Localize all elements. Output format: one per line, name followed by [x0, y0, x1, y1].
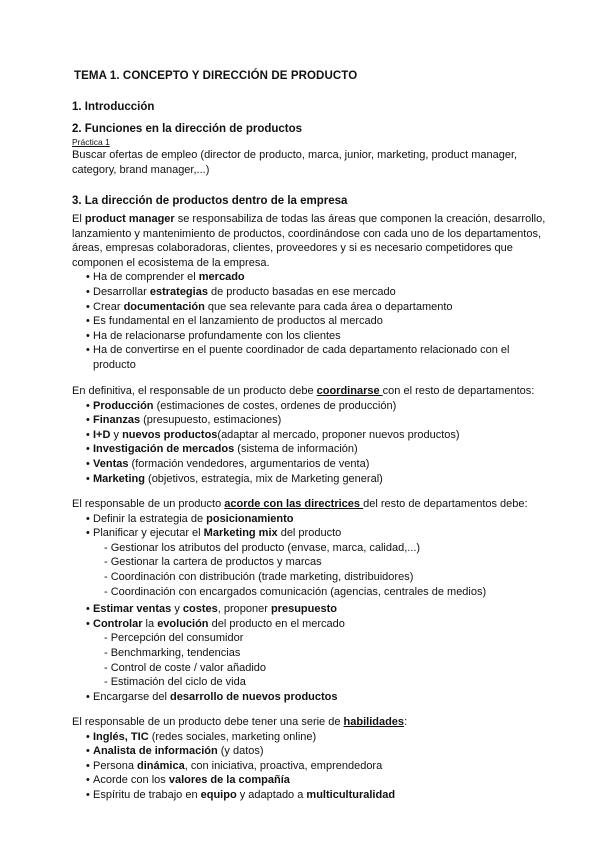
item-bold: estrategias [149, 285, 208, 298]
item-text: del producto [277, 527, 342, 540]
list-item [72, 270, 552, 285]
para-text: con el resto de departamentos: [382, 385, 535, 397]
item-bold: Ventas [93, 457, 129, 470]
practice-label: Práctica 1 [72, 137, 110, 147]
list-item [72, 442, 552, 457]
directives-block [72, 497, 552, 704]
list-item [72, 457, 552, 472]
directives-paragraph [72, 497, 552, 512]
item-text: (presupuesto, estimaciones) [140, 414, 282, 427]
item-text: la [142, 617, 158, 630]
item-text: (y datos) [217, 745, 264, 758]
item-text: Encargarse del [93, 690, 171, 703]
skills-list [72, 730, 552, 803]
item-bold: , [124, 730, 131, 743]
item-bold: dinámica [137, 759, 185, 772]
para-underlined: habilidades [343, 716, 405, 728]
para-text: El responsable de un producto debe tener una serie de [72, 716, 344, 728]
item-bold: documentación [123, 300, 205, 313]
item-text: de producto basadas en ese mercado [207, 285, 396, 298]
sublist-item: - Percepción del consumidor [104, 632, 244, 645]
sublist-item: - Coordinación con distribución (trade marketing, distribuidores) [104, 570, 414, 583]
item-text: Persona [93, 759, 138, 772]
list-item [72, 399, 552, 414]
item-bold: Producción [93, 399, 154, 412]
item-text: Planificar y ejecutar el [93, 527, 204, 540]
sublist-item: - Gestionar la cartera de productos y marcas [104, 556, 322, 569]
item-text: , con iniciativa, proactiva, emprendedora [184, 759, 383, 772]
item-bold: nuevos productos [122, 428, 218, 441]
item-bold: Finanzas [93, 414, 141, 427]
item-text: Desarrollar [93, 285, 150, 298]
skills-block [72, 715, 552, 803]
item-bold: evolución [157, 617, 209, 630]
skills-paragraph [72, 715, 552, 730]
coordination-paragraph [72, 384, 552, 399]
duties-list-end [72, 690, 552, 705]
item-text: (sistema de información) [234, 443, 358, 456]
sublist-item: - Coordinación con encargados comunicación (agencias, centrales de medios) [104, 585, 487, 598]
list-item [72, 773, 552, 788]
item-bold: presupuesto [270, 603, 337, 616]
sublist-item: - Estimación del ciclo de vida [104, 676, 246, 689]
item-bold: Inglés [93, 730, 125, 743]
item-bold: Investigación de mercados [93, 443, 235, 456]
list-item [72, 690, 552, 705]
list-item [72, 788, 552, 803]
responsibilities-list [72, 270, 552, 372]
item-text: que sea relevante para cada área o departamento [204, 300, 453, 313]
para-text: El responsable de un producto [72, 498, 225, 510]
sublist-item: - Control de coste / valor añadido [104, 661, 267, 674]
item-text: (estimaciones de costes, ordenes de producción) [153, 399, 397, 412]
list-item [72, 744, 552, 759]
sublist-item: - Benchmarking, tendencias [104, 646, 241, 659]
evolution-sublist [104, 631, 552, 689]
intro-text-b: se responsabiliza de todas las áreas que componen la creación, desarrollo, lanzamiento y mantenimiento de productos, coordinándose con cada uno de los departamentos, áreas, empresas colaboradoras, clientes, proveedores y si es necesario competidores que componen el ecosistema de la empresa. [72, 213, 546, 269]
list-item [72, 413, 552, 428]
para-underlined: acorde con las directrices [224, 498, 364, 510]
practice-text: Buscar ofertas de empleo (director de producto, marca, junior, marketing, product manager, category, brand manager,...) [72, 149, 518, 176]
item-text: (adaptar al mercado, proponer nuevos productos) [217, 428, 460, 441]
list-item [72, 526, 552, 541]
list-item [72, 343, 552, 372]
list-item [72, 617, 552, 632]
item-text: Es fundamental en el lanzamiento de productos al mercado [93, 315, 383, 328]
item-text: (redes sociales, marketing online) [148, 730, 317, 743]
item-bold: Controlar [93, 617, 143, 630]
list-item [72, 759, 552, 774]
item-bold: Analista de información [93, 745, 218, 758]
item-bold: desarrollo de nuevos productos [170, 690, 338, 703]
item-text: Acorde con los [93, 774, 169, 787]
item-bold: Marketing [93, 472, 145, 485]
item-text: , proponer [217, 603, 271, 616]
item-text: Ha de comprender el [93, 271, 199, 284]
item-bold: TIC [130, 730, 149, 743]
item-bold: multiculturalidad [306, 788, 396, 801]
list-item [72, 472, 552, 487]
item-text: (formación vendedores, argumentarios de venta) [128, 457, 370, 470]
section-3-body [72, 212, 552, 373]
item-bold: I+D [93, 428, 111, 441]
para-underlined: coordinarse [316, 385, 383, 397]
item-bold: valores de la compañía [168, 774, 290, 787]
list-item [72, 314, 552, 329]
list-item [72, 730, 552, 745]
list-item [72, 602, 552, 617]
item-text: Definir la estrategia de [93, 512, 207, 525]
item-bold: Marketing mix [203, 527, 278, 540]
item-text: y [110, 428, 123, 441]
para-text: del resto de departamentos debe: [363, 498, 528, 510]
item-text: y [171, 603, 183, 616]
item-bold: posicionamiento [206, 512, 294, 525]
marketing-mix-sublist [104, 541, 552, 599]
coordination-block [72, 384, 552, 486]
sublist-item: - Gestionar los atributos del producto (envase, marca, calidad,...) [104, 541, 421, 554]
intro-text-a: El [72, 213, 85, 225]
para-text: : [404, 716, 408, 728]
list-item [72, 428, 552, 443]
intro-bold: product manager [84, 213, 175, 225]
departments-list [72, 399, 552, 487]
item-bold: equipo [200, 788, 237, 801]
item-text: Ha de relacionarse profundamente con los clientes [93, 329, 341, 342]
list-item [72, 329, 552, 344]
item-bold: costes [182, 603, 218, 616]
section-3-heading: 3. La dirección de productos dentro de la empresa [72, 195, 348, 207]
list-item [72, 300, 552, 315]
item-text: Crear [93, 300, 124, 313]
item-text: (objetivos, estrategia, mix de Marketing general) [144, 472, 383, 485]
item-text: Espíritu de trabajo en [93, 788, 201, 801]
item-bold: Estimar ventas [93, 603, 172, 616]
list-item [72, 512, 552, 527]
section-1-heading: 1. Introducción [72, 101, 155, 113]
duties-list-cont [72, 602, 552, 631]
duties-list [72, 512, 552, 541]
intro-paragraph [72, 212, 552, 270]
section-2-body [72, 137, 552, 177]
document-title: TEMA 1. CONCEPTO Y DIRECCIÓN DE PRODUCTO [74, 70, 358, 82]
item-bold: mercado [198, 271, 245, 284]
item-text: Ha de convertirse en el puente coordinador de cada departamento relacionado con el producto [93, 344, 510, 371]
item-text: y adaptado a [236, 788, 307, 801]
list-item [72, 285, 552, 300]
section-2-heading: 2. Funciones en la dirección de productos [72, 123, 303, 135]
para-text: En definitiva, el responsable de un producto debe [72, 385, 317, 397]
item-text: del producto en el mercado [208, 617, 345, 630]
